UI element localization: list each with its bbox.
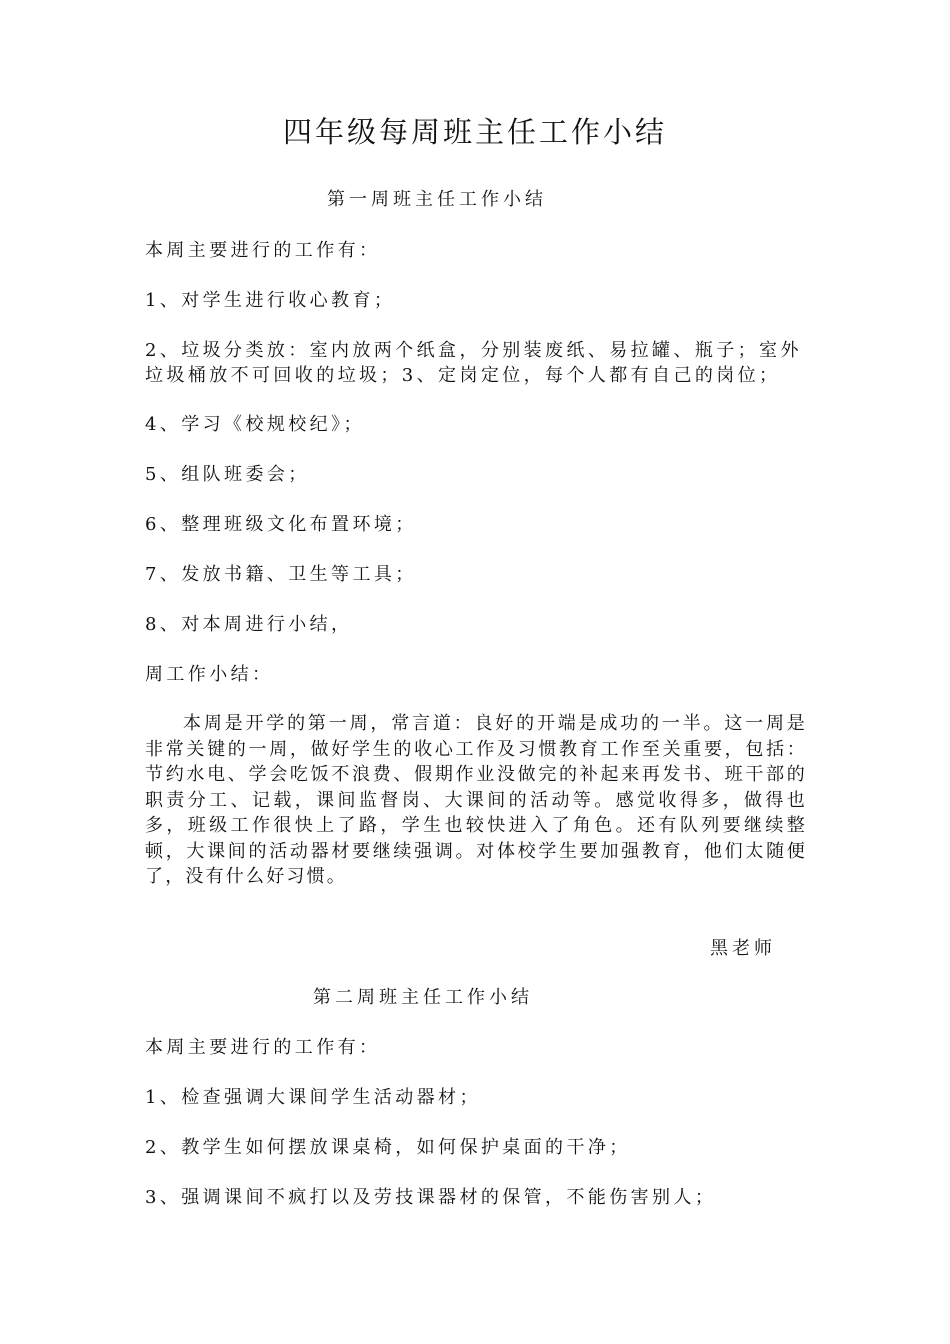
week1-item-1: 1、对学生进行收心教育； (145, 290, 396, 311)
week2-item-1: 1、检查强调大课间学生活动器材； (145, 1087, 481, 1108)
week1-summary-label: 周工作小结： (145, 664, 274, 685)
week1-item-8: 8、对本周进行小结， (145, 614, 353, 635)
week2-item-2: 2、教学生如何摆放课桌椅，如何保护桌面的干净； (145, 1137, 631, 1158)
document-title: 四年级每周班主任工作小结 (282, 115, 667, 149)
week1-intro: 本周主要进行的工作有： (145, 240, 381, 261)
week2-heading: 第二周班主任工作小结 (313, 987, 533, 1008)
week1-item-5: 5、组队班委会； (145, 464, 310, 485)
week1-item-6: 6、整理班级文化布置环境； (145, 514, 417, 535)
week1-signature: 黑老师 (710, 938, 776, 959)
week1-item-4: 4、学习《校规校纪》； (145, 414, 365, 435)
week1-item-2: 2、垃圾分类放：室内放两个纸盒，分别装废纸、易拉罐、瓶子；室外垃圾桶放不可回收的垃圾；3、定岗定位，每个人都有自己的岗位； (145, 340, 802, 386)
week2-item-3: 3、强调课间不疯打以及劳技课器材的保管，不能伤害别人； (145, 1187, 717, 1208)
week2-intro: 本周主要进行的工作有： (145, 1037, 381, 1058)
week1-summary-text: 本周是开学的第一周，常言道：良好的开端是成功的一半。这一周是非常关键的一周，做好学生的收心工作及习惯教育工作至关重要，包括：节约水电、学会吃饭不浪费、假期作业没做完的补起来再发书、班干部的职责分工、记载，课间监督岗、大课间的活动等。感觉收得多，做得也多，班级工作很快上了路，学生也较快进入了角色。还有队列要继续整顿，大课间的活动器材要继续强调。对体校学生要加强教育，他们太随便了，没有什么好习惯。 (145, 713, 807, 887)
week1-heading: 第一周班主任工作小结 (327, 189, 547, 210)
week1-item-7: 7、发放书籍、卫生等工具； (145, 564, 417, 585)
